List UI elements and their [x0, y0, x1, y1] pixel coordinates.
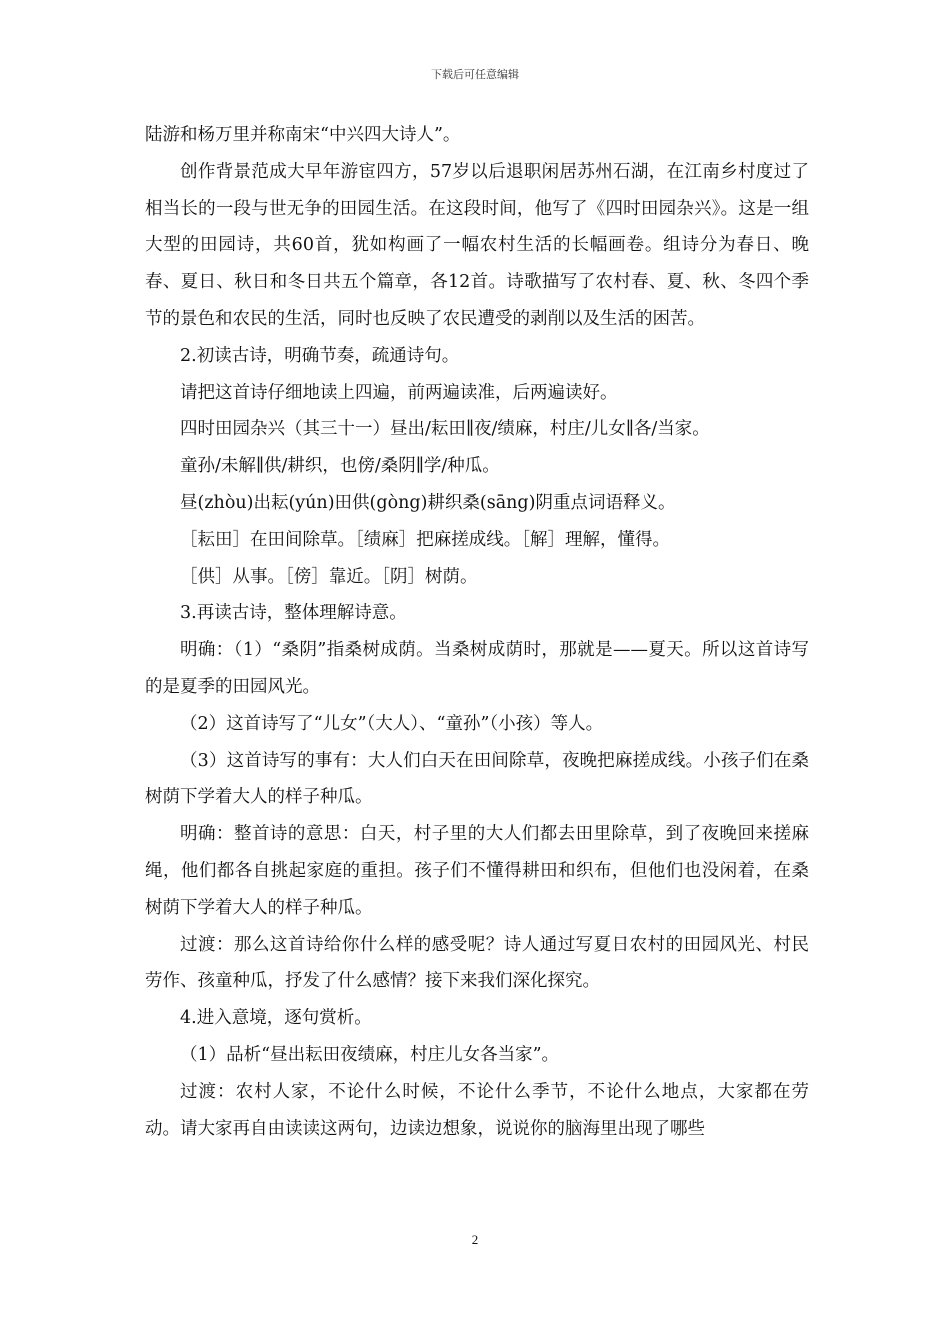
paragraph: 过渡：那么这首诗给你什么样的感受呢？诗人通过写夏日农村的田园风光、村民劳作、孩童种瓜，抒发了什么感情？接下来我们深化探究。 [145, 934, 809, 992]
page-header: 下载后可任意编辑 [431, 68, 519, 81]
page-number: 2 [471, 1232, 479, 1247]
paragraph: ［供］从事。［傍］靠近。［阴］树荫。 [180, 566, 478, 587]
paragraph: （1）品析“昼出耘田夜绩麻，村庄儿女各当家”。 [180, 1044, 560, 1065]
paragraph: 创作背景范成大早年游宦四方，57岁以后退职闲居苏州石湖，在江南乡村度过了相当长的一段与世无争的田园生活。在这段时间，他写了《四时田园杂兴》。这是一组大型的田园诗，共60首，犹如构画了一幅农村生活的长幅画卷。组诗分为春日、晚春、夏日、秋日和冬日共五个篇章，各12首。诗歌描写了农村春、夏、秋、冬四个季节的景色和农民的生活，同时也反映了农民遭受的剥削以及生活的困苦。 [145, 161, 809, 329]
paragraph: 明确：整首诗的意思：白天，村子里的大人们都去田里除草，到了夜晚回来搓麻绳，他们都各自挑起家庭的重担。孩子们不懂得耕田和织布，但他们也没闲着，在桑树荫下学着大人的样子种瓜。 [145, 824, 809, 918]
paragraph: 昼(zhòu)出耘(yún)田供(gòng)耕织桑(sāng)阴重点词语释义。 [180, 492, 676, 513]
paragraph: 童孙/未解∥供/耕织，也傍/桑阴∥学/种瓜。 [180, 456, 500, 477]
paragraph: 请把这首诗仔细地读上四遍，前两遍读准，后两遍读好。 [180, 382, 618, 403]
paragraph: 四时田园杂兴（其三十一）昼出/耘田∥夜/绩麻，村庄/儿女∥各/当家。 [180, 419, 710, 440]
paragraph: 3.再读古诗，整体理解诗意。 [180, 603, 407, 624]
paragraph: 4.进入意境，逐句赏析。 [180, 1008, 372, 1029]
paragraph: ［耘田］在田间除草。［绩麻］把麻搓成线。［解］理解，懂得。 [180, 529, 670, 550]
paragraph: 明确：（1）“桑阴”指桑树成荫。当桑树成荫时，那就是——夏天。所以这首诗写的是夏季的田园风光。 [145, 640, 809, 697]
paragraph: 过渡：农村人家，不论什么时候，不论什么季节，不论什么地点，大家都在劳动。请大家再自由读读这两句，边读边想象，说说你的脑海里出现了哪些 [145, 1081, 809, 1139]
paragraph: （3）这首诗写的事有：大人们白天在田间除草，夜晚把麻搓成线。小孩子们在桑树荫下学着大人的样子种瓜。 [145, 750, 809, 808]
document-body [145, 117, 809, 1147]
paragraph: （2）这首诗写了“儿女”（大人）、“童孙”（小孩）等人。 [180, 713, 604, 734]
paragraph: 2.初读古诗，明确节奏，疏通诗句。 [180, 345, 460, 366]
paragraph: 陆游和杨万里并称南宋“中兴四大诗人”。 [145, 125, 461, 145]
